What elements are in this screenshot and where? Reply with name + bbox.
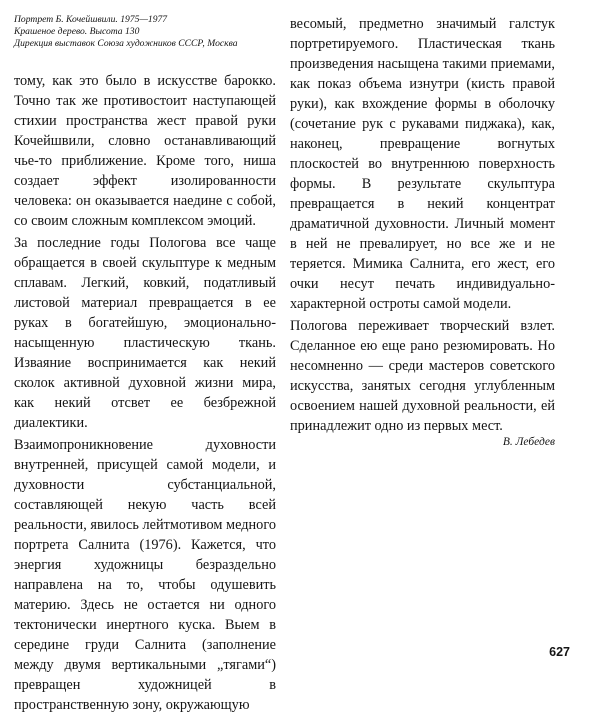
author-signature: В. Лебедев (502, 436, 555, 448)
paragraph: Пологова переживает творческий взлет. Сделанное ею еще рано резюмировать. Но несомненно — среди мастеров советского искусства, занятых сегодня углубленным освоением нашей духовной реальности, ей принадлежит одно из первых мест. (290, 318, 555, 434)
paragraph: весомый, предметно значимый галстук портретируемого. Пластическая ткань произведения насыщена такими приемами, как показ объема изнутри (кисть правой руки), как вхождение формы в оболочку (сочетание рук с рукавами пиджака), как, наконец, превращение вогнутых плоскостей во внутреннюю поверхность формы. В результате скульптура превращается в некий концентрат драматичной духовности. Личный момент в ней не превалирует, но все же и не теряется. Мимика Салнита, его жест, его очки несут печать индивидуально-характерной остроты самой модели. (290, 16, 555, 312)
right-text-column (290, 14, 555, 436)
paragraph: Взаимопроникновение духовности внутренней, присущей самой модели, и духовности субстанциальной, составляющей некую часть всей реальности, явилось лейтмотивом медного портрета Салнита (1976). Кажется, что энергия художницы безраздельно направлена на то, чтобы одушевить материю. Здесь не остается ни одного тектонически инертного куска. Выем в середине груди Салнита (заполнение между двумя вертикальными „тягами“) превращен художницей в пространственную зону, окружающую (14, 437, 276, 713)
page-number: 627 (549, 645, 570, 659)
paragraph: За последние годы Пологова все чаще обращается в своей скульптуре к медным сплавам. Легкий, ковкий, податливый листовой материал превращается в ее руках в богатейшую, эмоционально-насыщенную пластическую ткань. Изваяние воспринимается как некий сколок активной духовной жизни мира, как некий отсвет ее безбрежной диалектики. (14, 235, 276, 431)
caption-owner: Дирекция выставок Союза художников СССР, Москва (14, 38, 238, 49)
caption-material: Крашеное дерево. Высота 130 (14, 26, 140, 37)
paragraph: тому, как это было в искусстве барокко. Точно так же противостоит наступающей стихии пространства жест правой руки Кочейшвили, словно останавливающий чье-то приближение. Кроме того, ниша создает эффект изолированности человека: он оказывается наедине с собой, со своим сложным комплексом эмоций. (14, 73, 276, 229)
illustration-caption (14, 14, 276, 50)
caption-title: Портрет Б. Кочейшвили. 1975—1977 (14, 14, 168, 25)
left-text-column (14, 71, 276, 715)
